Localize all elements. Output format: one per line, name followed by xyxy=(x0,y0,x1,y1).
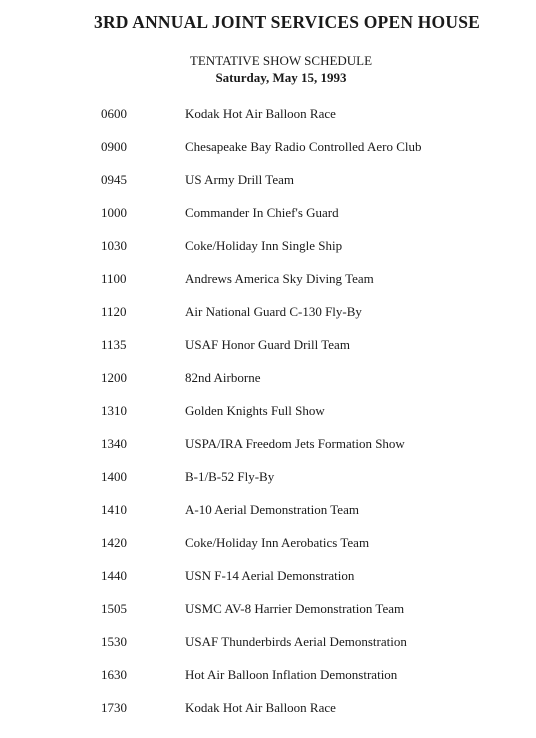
schedule-time: 1400 xyxy=(101,469,127,484)
schedule-time: 1310 xyxy=(101,403,127,418)
document-subtitle: TENTATIVE SHOW SCHEDULE xyxy=(189,53,373,68)
document-date: Saturday, May 15, 1993 xyxy=(215,70,347,85)
schedule-time: 0600 xyxy=(101,106,127,121)
schedule-row xyxy=(0,238,536,271)
schedule-row xyxy=(0,469,536,502)
schedule-row xyxy=(0,106,536,139)
schedule-row xyxy=(0,205,536,238)
schedule-time: 1420 xyxy=(101,535,127,550)
schedule-row xyxy=(0,304,536,337)
schedule-event: Andrews America Sky Diving Team xyxy=(185,271,374,286)
schedule-row xyxy=(0,403,536,436)
schedule-event: US Army Drill Team xyxy=(185,172,294,187)
schedule-time: 1630 xyxy=(101,667,127,682)
schedule-time: 1505 xyxy=(101,601,127,616)
schedule-time: 1030 xyxy=(101,238,127,253)
schedule-row xyxy=(0,337,536,370)
schedule-time: 1410 xyxy=(101,502,127,517)
schedule-row xyxy=(0,535,536,568)
schedule-event: Hot Air Balloon Inflation Demonstration xyxy=(185,667,398,682)
schedule-event: Kodak Hot Air Balloon Race xyxy=(185,106,336,121)
schedule-event: B-1/B-52 Fly-By xyxy=(185,469,275,484)
schedule-event: USAF Honor Guard Drill Team xyxy=(185,337,350,352)
schedule-time: 0945 xyxy=(101,172,127,187)
schedule-time: 1100 xyxy=(101,271,127,286)
schedule-row xyxy=(0,172,536,205)
schedule-time: 1530 xyxy=(101,634,127,649)
schedule-list xyxy=(0,106,536,733)
schedule-time: 1730 xyxy=(101,700,127,715)
schedule-row xyxy=(0,139,536,172)
schedule-event: Coke/Holiday Inn Single Ship xyxy=(185,238,343,253)
schedule-time: 1135 xyxy=(101,337,127,352)
schedule-row xyxy=(0,667,536,700)
schedule-row xyxy=(0,271,536,304)
schedule-time: 1200 xyxy=(101,370,127,385)
schedule-time: 1120 xyxy=(101,304,127,319)
schedule-row xyxy=(0,700,536,733)
schedule-event: Air National Guard C-130 Fly-By xyxy=(185,304,362,319)
schedule-event: 82nd Airborne xyxy=(185,370,261,385)
schedule-event: USMC AV-8 Harrier Demonstration Team xyxy=(185,601,405,616)
schedule-event: Commander In Chief's Guard xyxy=(185,205,339,220)
schedule-time: 1340 xyxy=(101,436,127,451)
schedule-time: 1440 xyxy=(101,568,127,583)
schedule-row xyxy=(0,568,536,601)
schedule-event: USN F-14 Aerial Demonstration xyxy=(185,568,355,583)
schedule-row xyxy=(0,634,536,667)
schedule-event: A-10 Aerial Demonstration Team xyxy=(185,502,359,517)
schedule-row xyxy=(0,370,536,403)
schedule-event: Chesapeake Bay Radio Controlled Aero Club xyxy=(185,139,422,154)
schedule-event: Kodak Hot Air Balloon Race xyxy=(185,700,336,715)
schedule-row xyxy=(0,436,536,469)
document-title: 3RD ANNUAL JOINT SERVICES OPEN HOUSE xyxy=(94,12,480,32)
schedule-event: USAF Thunderbirds Aerial Demonstration xyxy=(185,634,407,649)
schedule-event: Coke/Holiday Inn Aerobatics Team xyxy=(185,535,370,550)
schedule-time: 0900 xyxy=(101,139,127,154)
schedule-event: USPA/IRA Freedom Jets Formation Show xyxy=(185,436,405,451)
schedule-row xyxy=(0,601,536,634)
schedule-time: 1000 xyxy=(101,205,127,220)
schedule-row xyxy=(0,502,536,535)
schedule-event: Golden Knights Full Show xyxy=(185,403,325,418)
